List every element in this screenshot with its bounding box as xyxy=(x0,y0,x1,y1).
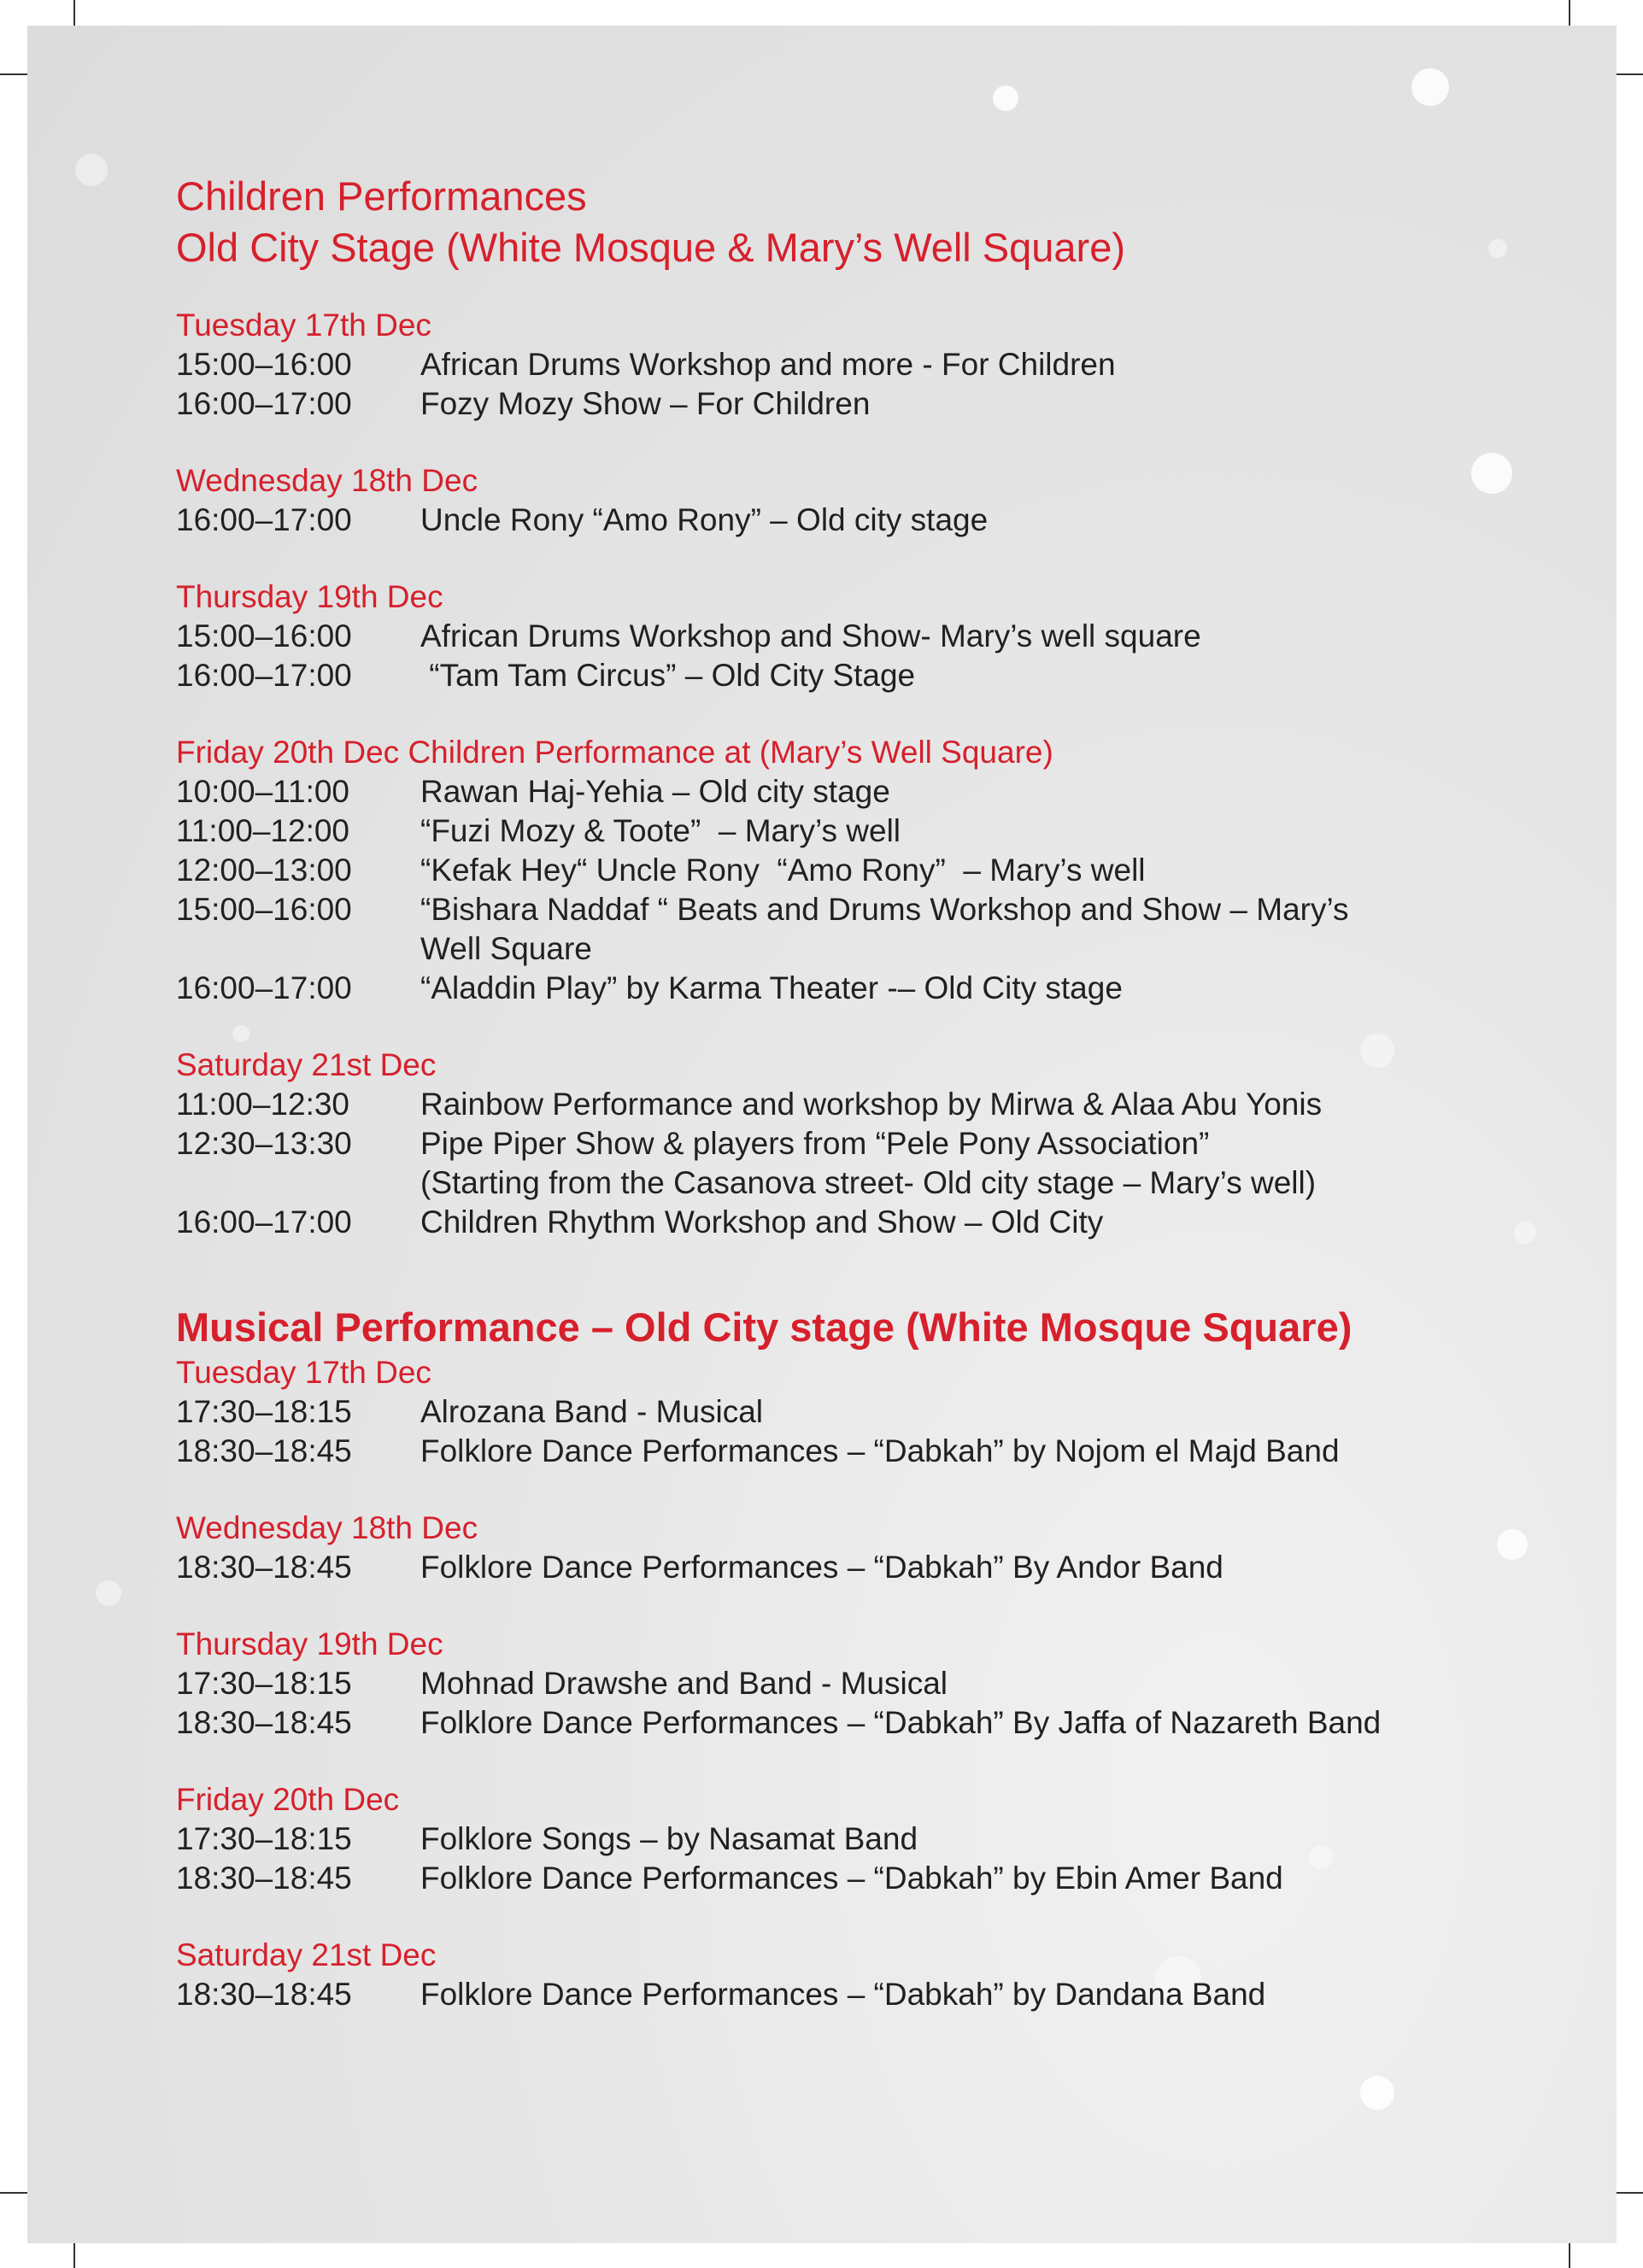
event-description: Folklore Songs – by Nasamat Band xyxy=(420,1821,918,1856)
children-section xyxy=(176,171,1543,1242)
event-description: “Aladdin Play” by Karma Theater -– Old City stage xyxy=(420,970,1123,1005)
event-description: Fozy Mozy Show – For Children xyxy=(420,386,871,421)
list-item xyxy=(176,1703,1543,1743)
event-description: African Drums Workshop and Show- Mary’s well square xyxy=(420,618,1201,653)
event-description: Mohnad Drawshe and Band - Musical xyxy=(420,1666,948,1701)
children-title: Children Performances xyxy=(176,173,587,219)
time-slot: 10:00–11:00 xyxy=(176,774,350,809)
time-slot: 16:00–17:00 xyxy=(176,502,352,537)
day-block xyxy=(176,1353,1543,1471)
schedule-content xyxy=(176,171,1543,2014)
event-description: Folklore Dance Performances – “Dabkah” By Jaffa of Nazareth Band xyxy=(420,1705,1382,1740)
day-block xyxy=(176,306,1543,424)
snow-dot xyxy=(1360,2076,1394,2110)
list-item xyxy=(176,1124,1543,1163)
time-slot xyxy=(176,1163,420,1203)
list-item xyxy=(176,772,1543,812)
list-item xyxy=(176,851,1543,890)
time-slot: 11:00–12:00 xyxy=(176,813,350,848)
time-slot: 16:00–17:00 xyxy=(176,970,352,1005)
day-block xyxy=(176,461,1543,540)
snow-dot xyxy=(75,154,108,186)
list-item xyxy=(176,384,1543,424)
time-slot: 18:30–18:45 xyxy=(176,1861,352,1896)
day-heading: Thursday 19th Dec xyxy=(176,1626,443,1661)
snow-dot xyxy=(96,1580,121,1606)
day-heading: Friday 20th Dec xyxy=(176,1782,400,1817)
time-slot: 17:30–18:15 xyxy=(176,1666,352,1701)
day-heading: Thursday 19th Dec xyxy=(176,579,443,614)
time-slot: 18:30–18:45 xyxy=(176,1977,352,2012)
time-slot: 16:00–17:00 xyxy=(176,658,352,693)
event-description: Folklore Dance Performances – “Dabkah” By Andor Band xyxy=(420,1550,1223,1585)
list-item xyxy=(176,812,1543,851)
day-heading: Tuesday 17th Dec xyxy=(176,1355,431,1390)
day-heading: Wednesday 18th Dec xyxy=(176,1510,478,1545)
day-block xyxy=(176,1509,1543,1587)
list-item xyxy=(176,1163,1543,1203)
day-heading: Friday 20th Dec Children Performance at (Mary’s Well Square) xyxy=(176,735,1053,770)
day-block xyxy=(176,733,1543,1008)
time-slot: 12:30–13:30 xyxy=(176,1126,352,1161)
time-slot: 15:00–16:00 xyxy=(176,892,352,927)
time-slot: 15:00–16:00 xyxy=(176,618,352,653)
list-item xyxy=(176,1975,1543,2014)
snow-dot xyxy=(993,85,1018,111)
day-heading: Wednesday 18th Dec xyxy=(176,463,478,498)
day-block xyxy=(176,1046,1543,1242)
list-item xyxy=(176,656,1543,695)
time-slot: 16:00–17:00 xyxy=(176,1204,352,1239)
list-item xyxy=(176,1664,1543,1703)
event-description: “Kefak Hey“ Uncle Rony “Amo Rony” – Mary’s well xyxy=(420,853,1146,888)
event-description: Rainbow Performance and workshop by Mirwa & Alaa Abu Yonis xyxy=(420,1087,1323,1122)
musical-title: Musical Performance – Old City stage (White Mosque Square) xyxy=(176,1304,1353,1350)
list-item xyxy=(176,1859,1543,1898)
list-item xyxy=(176,1392,1543,1432)
event-description: Uncle Rony “Amo Rony” – Old city stage xyxy=(420,502,989,537)
list-item xyxy=(176,617,1543,656)
list-item xyxy=(176,890,1543,969)
event-description: “Fuzi Mozy & Toote” – Mary’s well xyxy=(420,813,901,848)
day-heading: Tuesday 17th Dec xyxy=(176,308,431,343)
list-item xyxy=(176,1548,1543,1587)
list-item xyxy=(176,501,1543,540)
time-slot: 18:30–18:45 xyxy=(176,1705,352,1740)
time-slot: 12:00–13:00 xyxy=(176,853,352,888)
day-block xyxy=(176,577,1543,695)
time-slot: 18:30–18:45 xyxy=(176,1550,352,1585)
list-item xyxy=(176,345,1543,384)
day-heading: Saturday 21st Dec xyxy=(176,1047,437,1082)
time-slot: 11:00–12:30 xyxy=(176,1087,350,1122)
event-description: Folklore Dance Performances – “Dabkah” by Nojom el Majd Band xyxy=(420,1433,1340,1468)
time-slot: 17:30–18:15 xyxy=(176,1394,352,1429)
musical-section xyxy=(176,1302,1543,2014)
list-item xyxy=(176,1203,1543,1242)
time-slot: 18:30–18:45 xyxy=(176,1433,352,1468)
event-description: Rawan Haj-Yehia – Old city stage xyxy=(420,774,890,809)
event-description: (Starting from the Casanova street- Old city stage – Mary’s well) xyxy=(420,1165,1317,1200)
list-item xyxy=(176,1432,1543,1471)
event-description: Folklore Dance Performances – “Dabkah” by Dandana Band xyxy=(420,1977,1266,2012)
event-description: “Tam Tam Circus” – Old City Stage xyxy=(420,658,916,693)
list-item xyxy=(176,969,1543,1008)
day-block xyxy=(176,1936,1543,2014)
time-slot: 16:00–17:00 xyxy=(176,386,352,421)
event-description: Alrozana Band - Musical xyxy=(420,1394,764,1429)
event-description: Children Rhythm Workshop and Show – Old City xyxy=(420,1204,1104,1239)
event-description: “Bishara Naddaf “ Beats and Drums Workshop and Show – Mary’s Well Square xyxy=(420,892,1358,966)
event-description: Folklore Dance Performances – “Dabkah” by Ebin Amer Band xyxy=(420,1861,1283,1896)
list-item xyxy=(176,1820,1543,1859)
day-block xyxy=(176,1625,1543,1743)
day-heading: Saturday 21st Dec xyxy=(176,1937,437,1972)
day-block xyxy=(176,1780,1543,1898)
snow-dot xyxy=(1411,68,1449,106)
list-item xyxy=(176,1085,1543,1124)
time-slot: 17:30–18:15 xyxy=(176,1821,352,1856)
event-description: African Drums Workshop and more - For Children xyxy=(420,347,1116,382)
event-description: Pipe Piper Show & players from “Pele Pony Association” xyxy=(420,1126,1210,1161)
time-slot: 15:00–16:00 xyxy=(176,347,352,382)
children-subtitle: Old City Stage (White Mosque & Mary’s Well Square) xyxy=(176,225,1125,270)
